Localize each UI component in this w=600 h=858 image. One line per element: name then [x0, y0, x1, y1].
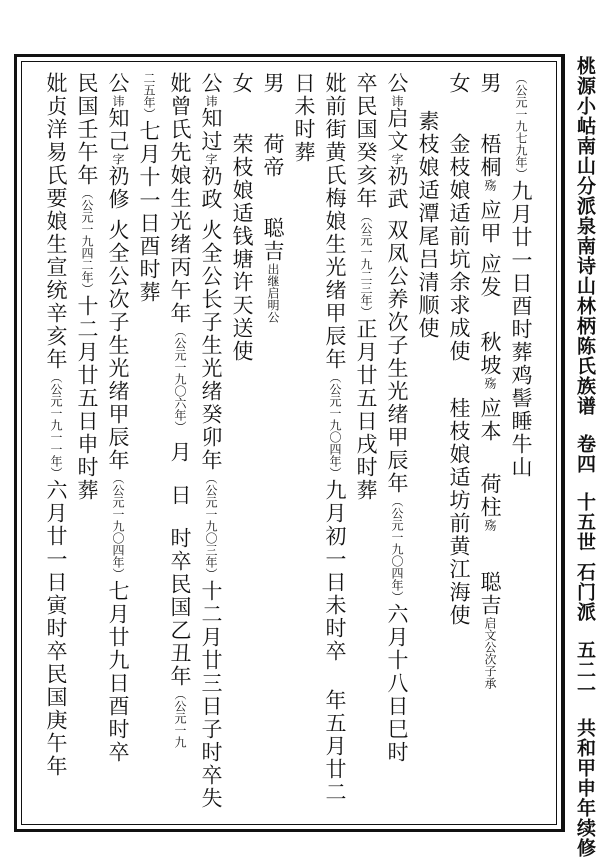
- text-column: [72, 72, 102, 817]
- column-text: 男: [261, 72, 285, 95]
- column-text: 荣枝娘适钱塘许天送使: [230, 133, 254, 363]
- annotation-text: （公元一九〇四年）: [328, 371, 342, 479]
- edition-label: 共和甲申年续修: [574, 718, 596, 858]
- column-text: 六月十八日巳时: [385, 603, 409, 764]
- column-text: 礽政: [199, 165, 223, 211]
- column-text: 聪吉: [261, 217, 285, 263]
- text-column: [258, 72, 288, 817]
- annotation-text: （公元一九〇四年）: [111, 472, 125, 580]
- margin-rule: [564, 54, 565, 832]
- page-number: 五二一: [574, 640, 596, 700]
- column-text: 月: [168, 441, 192, 464]
- text-column: [227, 72, 257, 817]
- column-text: 公: [199, 72, 223, 95]
- volume-label: 卷四: [574, 434, 596, 474]
- annotation-text: 出继启明公: [266, 263, 280, 323]
- generation-label: 十五世: [574, 492, 596, 552]
- column-text: 知己: [106, 107, 130, 153]
- column-text: 公: [385, 72, 409, 95]
- branch-label: 石门派: [574, 562, 596, 622]
- column-text: 荷柱: [478, 473, 502, 519]
- column-text: 妣贞洋易氏要娘生宣统辛亥年: [44, 72, 68, 371]
- column-text: 金枝娘适前坑余求成使: [447, 133, 471, 363]
- annotation-text: 殇: [483, 179, 497, 191]
- annotation-text: （公元一九四二年）: [80, 187, 94, 295]
- column-text: 荷帝: [261, 133, 285, 179]
- column-text: 女: [230, 72, 254, 95]
- text-column: [320, 72, 350, 817]
- column-text: 双凤公养次子生光绪甲辰年: [385, 219, 409, 495]
- column-text: 民国壬午年: [75, 72, 99, 187]
- column-text: 年五月廿二: [323, 689, 347, 804]
- column-text: 火全公长子生光绪癸卯年: [199, 219, 223, 472]
- text-column: [444, 72, 474, 817]
- text-column: [165, 72, 195, 817]
- column-text: 正月廿五日戌时葬: [354, 318, 378, 502]
- column-text: 秋坡: [478, 331, 502, 377]
- text-column: [351, 72, 381, 817]
- column-text: 知过: [199, 107, 223, 153]
- annotation-text: 讳: [390, 95, 404, 107]
- column-text: 十二月廿三日子时卒失: [199, 580, 223, 810]
- annotation-text: （公元一九一一年）: [49, 371, 63, 479]
- annotation-text: （公元一九二三年）: [359, 210, 373, 318]
- annotation-text: 字: [390, 153, 404, 165]
- annotation-text: 字: [111, 153, 125, 165]
- column-text: 应发: [478, 253, 502, 299]
- column-text: 妣前街黄氏梅娘生光绪甲辰年: [323, 72, 347, 371]
- column-text: 七月廿九日酉时卒: [106, 580, 130, 764]
- text-column: [41, 72, 71, 817]
- column-text: 日: [168, 484, 192, 507]
- column-text: 时卒民国乙丑年: [168, 527, 192, 688]
- annotation-text: 讳: [111, 95, 125, 107]
- annotation-text: （公元一九〇六年）: [173, 325, 187, 433]
- column-text: 火全公次子生光绪甲辰年: [106, 219, 130, 472]
- column-text: 礽武: [385, 165, 409, 211]
- column-text: 桂枝娘适坊前黄江海使: [447, 397, 471, 627]
- annotation-text: （公元一九: [173, 688, 187, 748]
- column-text: 男: [478, 72, 502, 95]
- text-column: [289, 72, 319, 817]
- genealogy-title: 桃源小岵南山分派泉南诗山林柄陈氏族谱: [574, 56, 596, 416]
- column-text: 女: [447, 72, 471, 95]
- annotation-text: （公元一九七九年）: [514, 72, 528, 180]
- column-text: 梧桐: [478, 133, 502, 179]
- annotation-text: 字: [204, 153, 218, 165]
- column-text: 九月初一日未时卒: [323, 479, 347, 663]
- column-text: 素枝娘适潭尾吕清顺使: [416, 110, 440, 340]
- annotation-text: 讳: [204, 95, 218, 107]
- text-column: [103, 72, 133, 817]
- text-column: [475, 72, 505, 817]
- annotation-text: 殇: [483, 519, 497, 531]
- column-text: 妣曾氏先娘生光绪丙午年: [168, 72, 192, 325]
- column-text: 十二月廿五日申时葬: [75, 295, 99, 502]
- annotation-text: 殇: [483, 377, 497, 389]
- column-text: 六月廿一日寅时卒民国庚午年: [44, 479, 68, 778]
- annotation-text: 启文公次子承: [483, 617, 497, 689]
- column-text: 日未时葬: [292, 72, 316, 164]
- column-text: 七月十一日酉时葬: [137, 120, 161, 304]
- text-column: [382, 72, 412, 817]
- annotation-text: （公元一九〇四年）: [390, 495, 404, 603]
- column-text: 卒民国癸亥年: [354, 72, 378, 210]
- column-text: 礽修: [106, 165, 130, 211]
- column-text: 九月廿一日酉时葬鸡髻睡牛山: [509, 180, 533, 479]
- text-column: [196, 72, 226, 817]
- text-column: [413, 72, 443, 817]
- column-text: 应甲: [478, 199, 502, 245]
- column-text: 应本: [478, 397, 502, 443]
- annotation-text: 二五年）: [142, 72, 156, 120]
- column-text: 启文: [385, 107, 409, 153]
- column-text: 公: [106, 72, 130, 95]
- annotation-text: （公元一九〇三年）: [204, 472, 218, 580]
- running-header: [571, 56, 599, 858]
- text-column: [134, 72, 164, 817]
- text-column: [506, 72, 536, 817]
- column-text: 聪吉: [478, 571, 502, 617]
